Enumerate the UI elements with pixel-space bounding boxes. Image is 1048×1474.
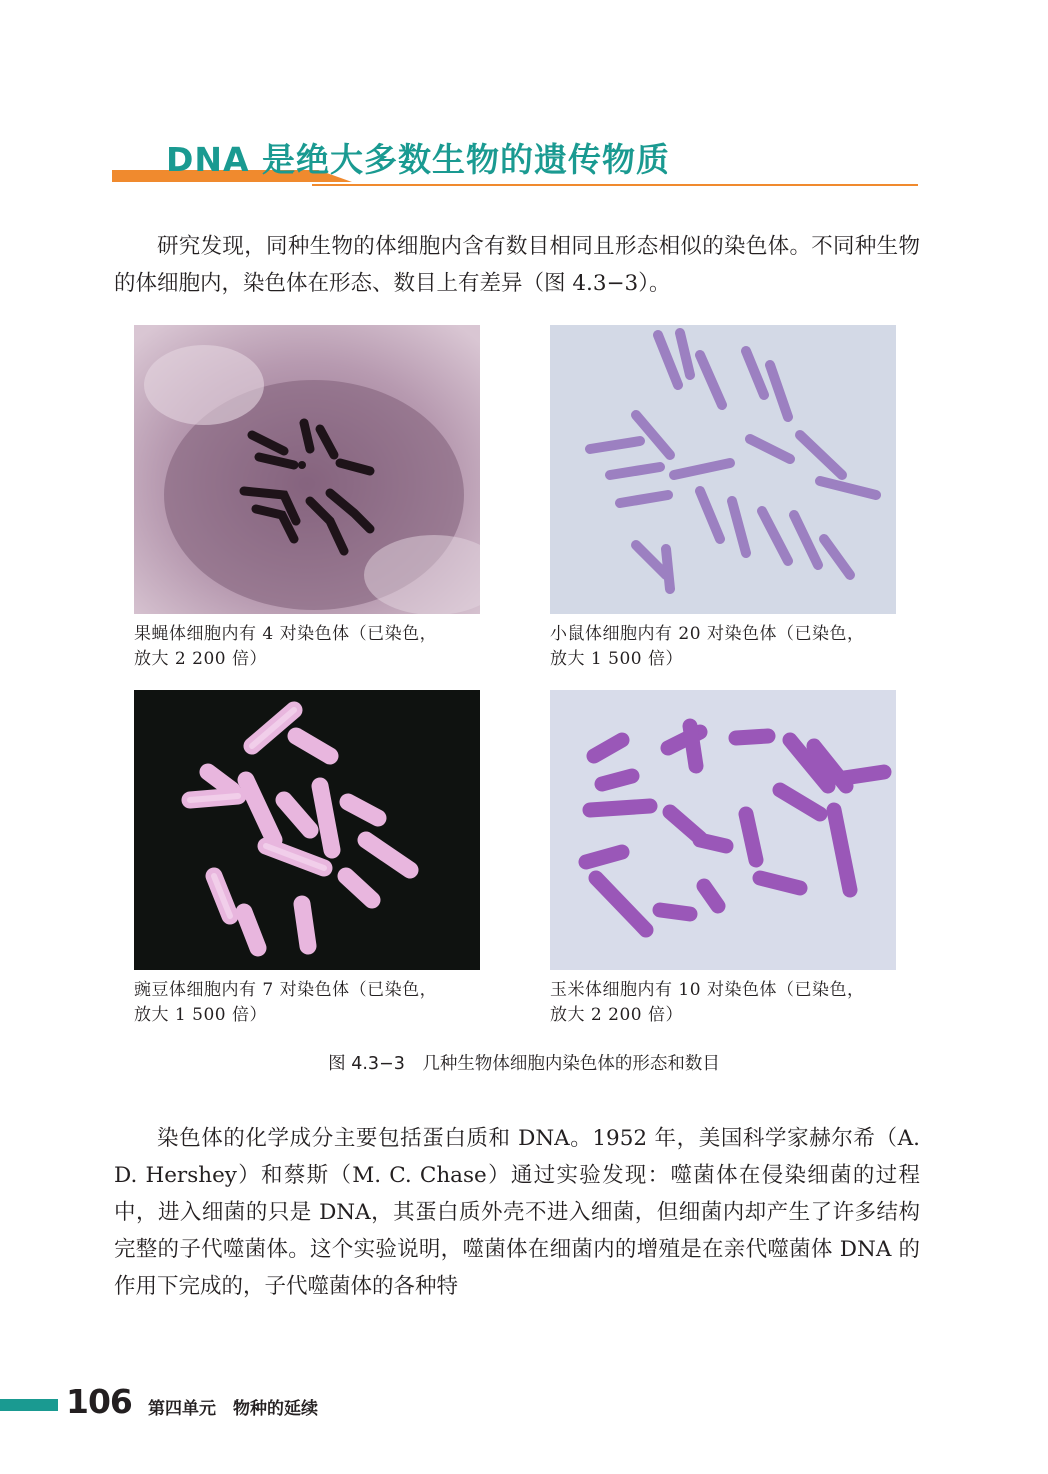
figure-fruit-fly [134, 325, 480, 672]
figure-caption: 玉米体细胞内有 10 对染色体（已染色， 放大 2 200 倍） [550, 980, 865, 1025]
page-footer [0, 1382, 1048, 1432]
mouse-chromosomes-photo [550, 325, 896, 614]
page-number: 106 [66, 1382, 132, 1421]
figure-pea [134, 690, 480, 1028]
body-paragraph-2 [114, 1120, 920, 1305]
footer-accent-bar [0, 1399, 58, 1411]
section-rule [312, 184, 918, 186]
paragraph-text: 研究发现，同种生物的体细胞内含有数目相同且形态相似的染色体。不同种生物的体细胞内，染色体在形态、数目上有差异（图 4.3−3）。 [114, 234, 920, 296]
body-paragraph-1 [114, 228, 920, 302]
pea-chromosomes-photo [134, 690, 480, 970]
figure-mouse [550, 325, 896, 672]
figure-title: 图 4.3−3 几种生物体细胞内染色体的形态和数目 [328, 1054, 720, 1074]
section-title: DNA 是绝大多数生物的遗传物质 [166, 140, 671, 179]
paragraph-text: 染色体的化学成分主要包括蛋白质和 DNA。1952 年，美国科学家赫尔希（A. D. Hershey）和蔡斯（M. C. Chase）通过实验发现：噬菌体在侵染细菌的过程中，进入细菌的只是 DNA，其蛋白质外壳不进入细菌，但细菌内却产生了许多结构完整的子代噬菌体。这个实验说明，噬菌体在细菌内的增殖是在亲代噬菌体 DNA 的作用下完成的，子代噬菌体的各种特 [114, 1126, 920, 1299]
figure-caption: 小鼠体细胞内有 20 对染色体（已染色， 放大 1 500 倍） [550, 624, 865, 669]
figure-caption: 果蝇体细胞内有 4 对染色体（已染色， 放大 2 200 倍） [134, 624, 438, 669]
unit-title: 第四单元 物种的延续 [148, 1399, 318, 1419]
section-header [112, 128, 920, 190]
figure-caption: 豌豆体细胞内有 7 对染色体（已染色， 放大 1 500 倍） [134, 980, 438, 1025]
fruit-fly-chromosomes-photo [134, 325, 480, 614]
figure-corn [550, 690, 896, 1028]
corn-chromosomes-photo [550, 690, 896, 970]
